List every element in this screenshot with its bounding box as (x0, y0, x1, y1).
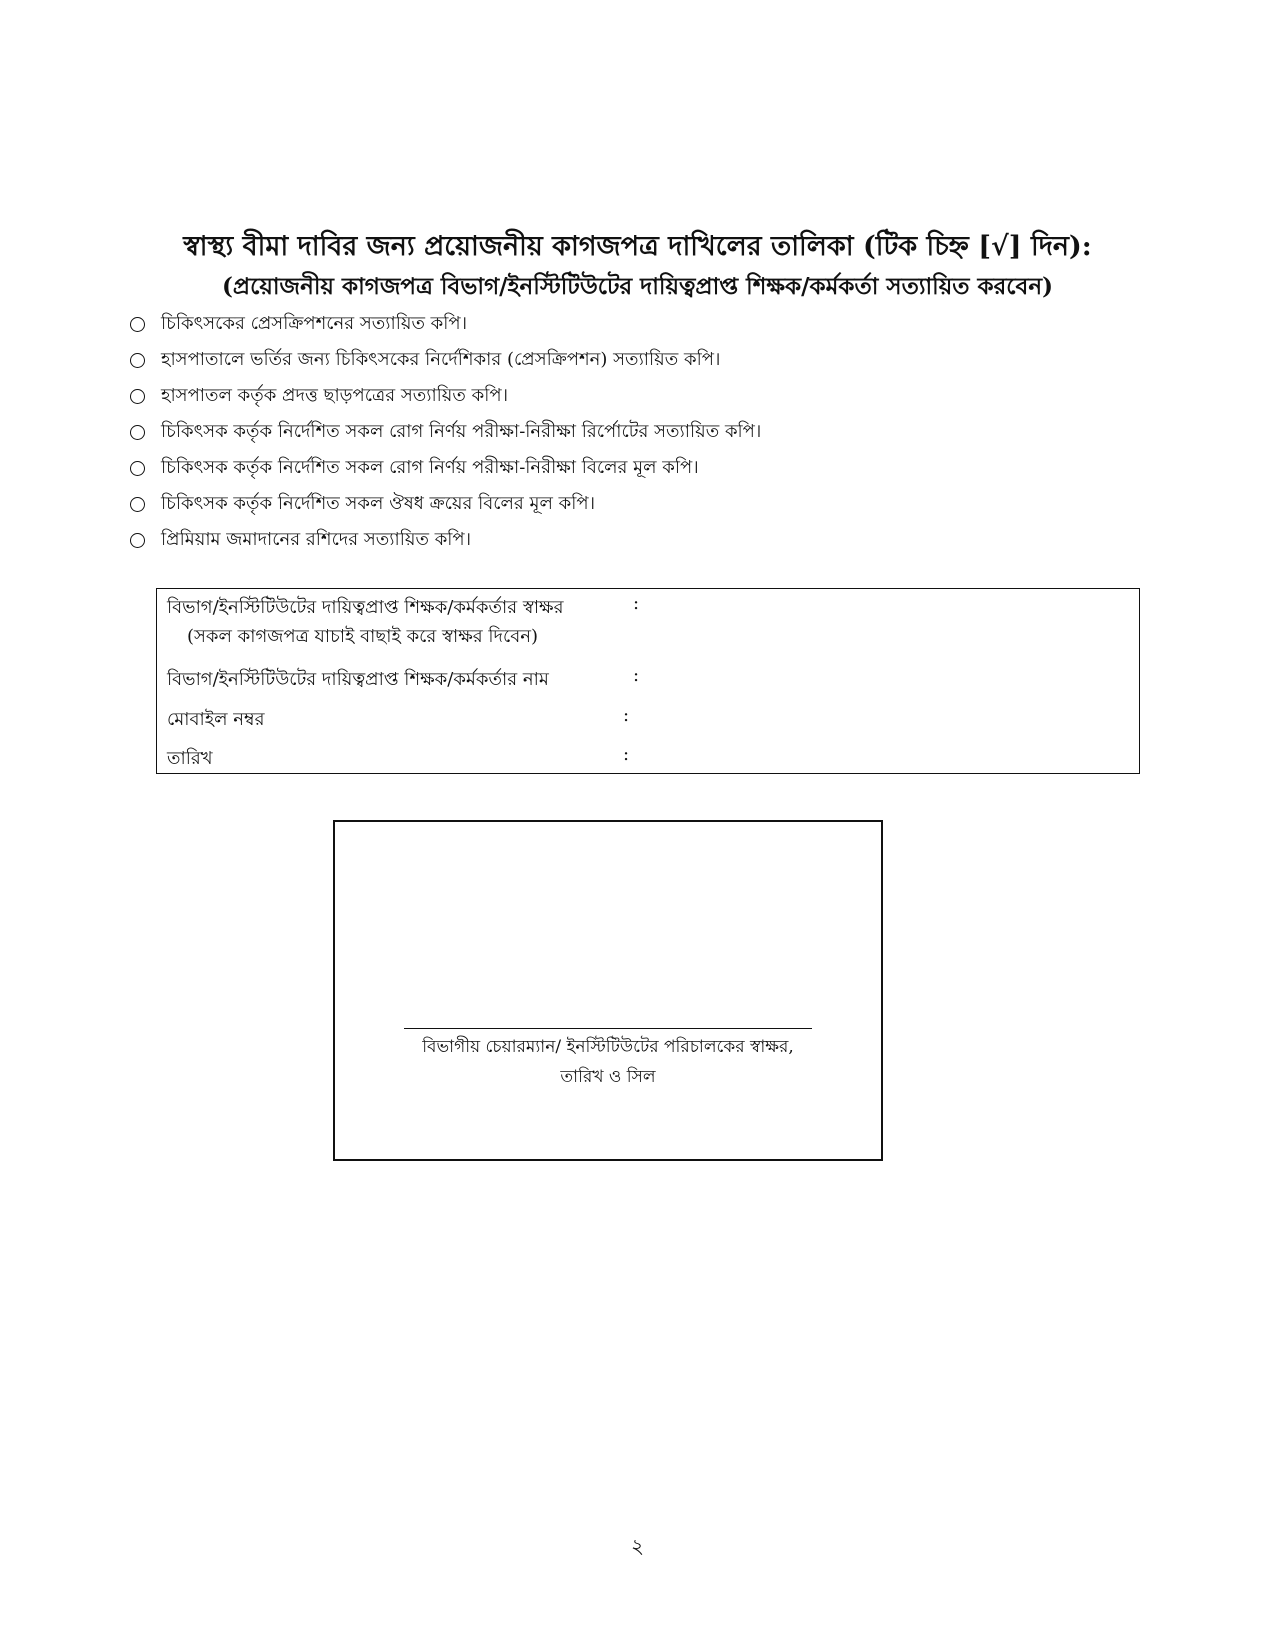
date-colon: : (623, 744, 630, 765)
checkbox-circle-icon[interactable] (130, 425, 145, 440)
checklist-item[interactable] (130, 450, 761, 486)
checklist-item[interactable] (130, 378, 761, 414)
stamp-caption (335, 1032, 881, 1092)
checkbox-circle-icon[interactable] (130, 497, 145, 512)
stamp-box (333, 820, 883, 1161)
signature-colon: : (633, 593, 640, 614)
document-subtitle: (প্রয়োজনীয় কাগজপত্র বিভাগ/ইনস্টিটিউটের দায়িত্বপ্রাপ্ত শিক্ষক/কর্মকর্তা সত্যায়িত করবেন) (222, 273, 1053, 300)
checklist-item-label: হাসপাতল কর্তৃক প্রদত্ত ছাড়পত্রের সত্যায়িত কপি। (161, 384, 509, 406)
checklist-item[interactable] (130, 486, 761, 522)
page-number: ২ (630, 1534, 644, 1558)
document-checklist (130, 306, 761, 558)
signature-line (404, 1028, 812, 1029)
name-label: বিভাগ/ইনস্টিটিউটের দায়িত্বপ্রাপ্ত শিক্ষক/কর্মকর্তার নাম (167, 669, 549, 690)
checklist-item-label: প্রিমিয়াম জমাদানের রশিদের সত্যায়িত কপি। (161, 528, 472, 550)
signature-note: (সকল কাগজপত্র যাচাই বাছাই করে স্বাক্ষর দিবেন) (187, 626, 539, 647)
signature-label: বিভাগ/ইনস্টিটিউটের দায়িত্বপ্রাপ্ত শিক্ষক/কর্মকর্তার স্বাক্ষর (167, 597, 564, 618)
checklist-item-label: চিকিৎসকের প্রেসক্রিপশনের সত্যায়িত কপি। (161, 312, 468, 334)
checklist-item-label: চিকিৎসক কর্তৃক নির্দেশিত সকল রোগ নির্ণয় পরীক্ষা-নিরীক্ষা বিলের মূল কপি। (161, 456, 699, 478)
checklist-item-label: চিকিৎসক কর্তৃক নির্দেশিত সকল রোগ নির্ণয় পরীক্ষা-নিরীক্ষা রির্পোটের সত্যায়িত কপি। (161, 420, 762, 442)
mobile-label: মোবাইল নম্বর (167, 709, 265, 730)
checkbox-circle-icon[interactable] (130, 389, 145, 404)
checklist-item[interactable] (130, 522, 761, 558)
checklist-item[interactable] (130, 306, 761, 342)
name-colon: : (633, 665, 640, 686)
stamp-caption-line1: বিভাগীয় চেয়ারম্যান/ ইনস্টিটিউটের পরিচালকের স্বাক্ষর, (422, 1037, 794, 1057)
checkbox-circle-icon[interactable] (130, 353, 145, 368)
document-title: স্বাস্থ্য বীমা দাবির জন্য প্রয়োজনীয় কাগজপত্র দাখিলের তালিকা (টিক চিহ্ন [√] দিন): (183, 231, 1092, 262)
checkbox-circle-icon[interactable] (130, 317, 145, 332)
checklist-item[interactable] (130, 342, 761, 378)
date-label: তারিখ (167, 748, 213, 769)
signature-table (156, 588, 1140, 774)
checklist-item[interactable] (130, 414, 761, 450)
stamp-caption-line2: তারিখ ও সিল (560, 1067, 656, 1087)
checklist-item-label: চিকিৎসক কর্তৃক নির্দেশিত সকল ঔষধ ক্রয়ের বিলের মূল কপি। (161, 492, 596, 514)
checklist-item-label: হাসপাতালে ভর্তির জন্য চিকিৎসকের নির্দেশিকার (প্রেসক্রিপশন) সত্যায়িত কপি। (161, 348, 721, 370)
mobile-colon: : (623, 705, 630, 726)
checkbox-circle-icon[interactable] (130, 533, 145, 548)
checkbox-circle-icon[interactable] (130, 461, 145, 476)
